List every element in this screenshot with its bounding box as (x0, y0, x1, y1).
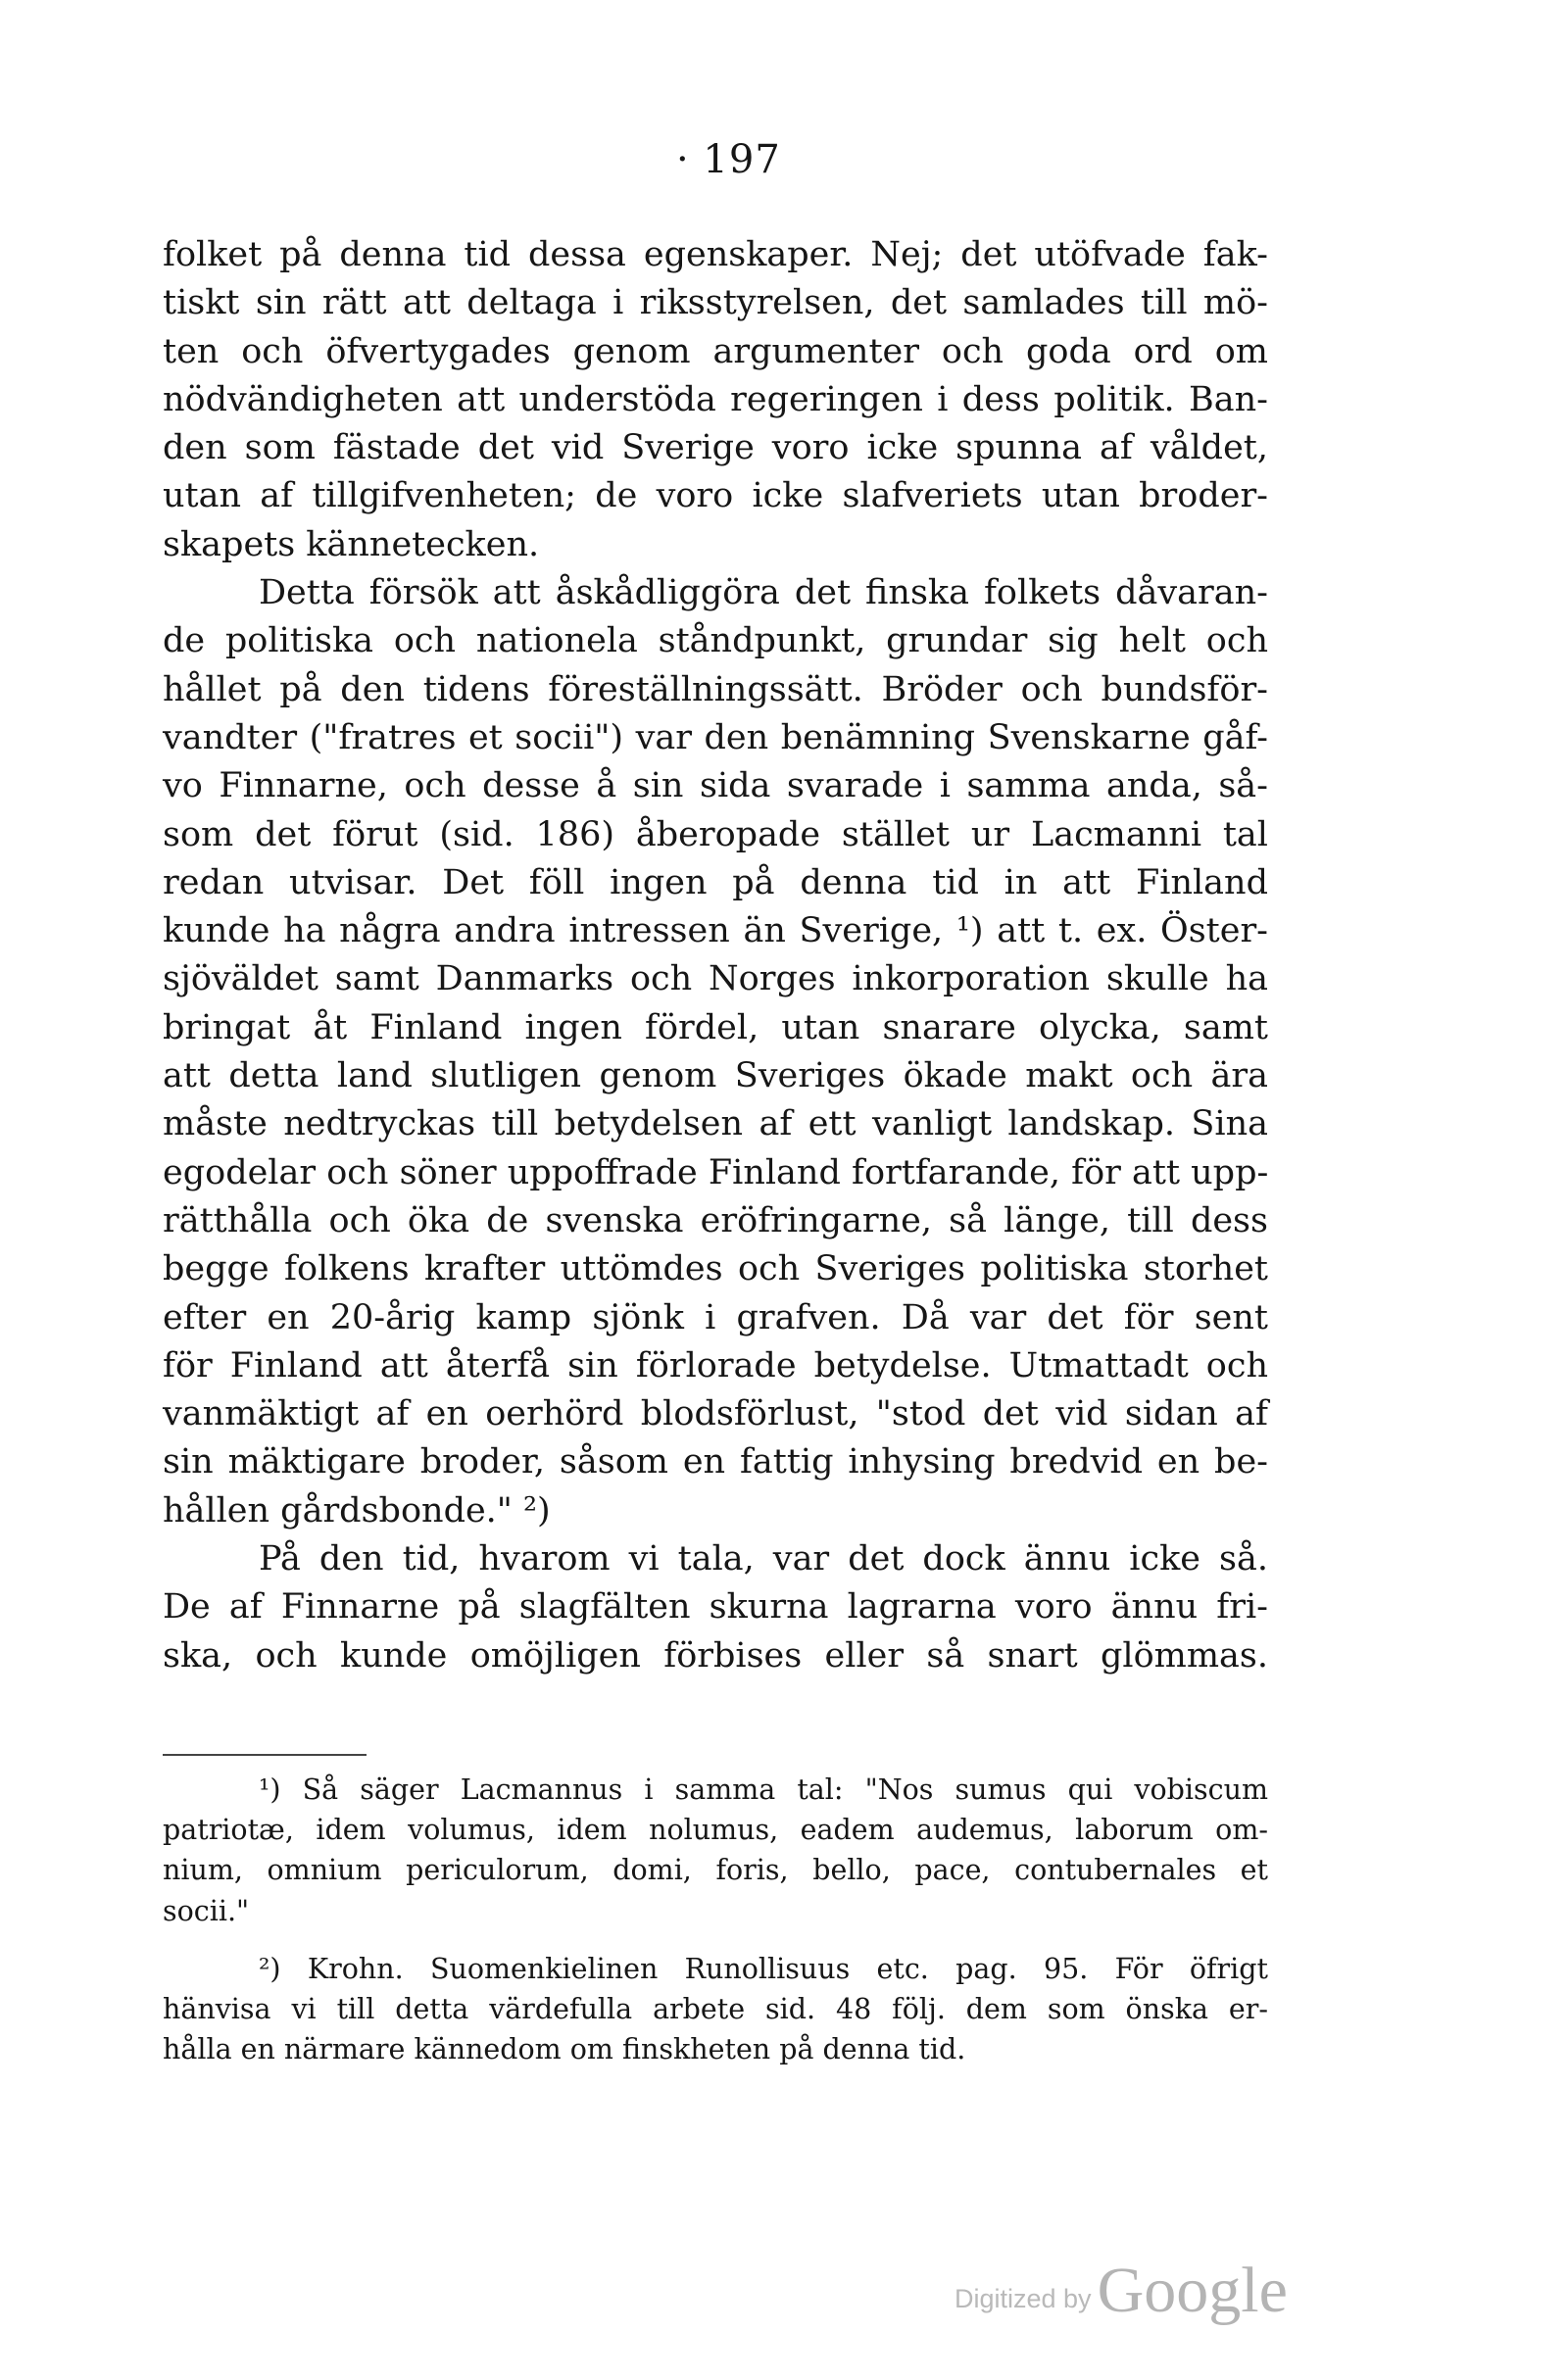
text-line: begge folkens krafter uttömdes och Sveriges politiska storhet (163, 1249, 1268, 1289)
text-line: folket på denna tid dessa egenskaper. Nej; det utöfvade fak- (163, 235, 1268, 274)
footnotes (163, 1770, 1268, 2069)
footnote-gap (163, 1931, 1268, 1949)
text-line: som det förut (sid. 186) åberopade stället ur Lacmanni tal (163, 814, 1268, 854)
text-line: hållet på den tidens föreställningssätt. Bröder och bundsför- (163, 669, 1268, 709)
text-line: sjöväldet samt Danmarks och Norges inkorporation skulle ha (163, 959, 1268, 999)
text-line: vandter ("fratres et socii") var den benämning Svenskarne gåf- (163, 717, 1268, 757)
text-line: ten och öfvertygades genom argumenter och goda ord om (163, 331, 1268, 371)
text-line: Detta försök att åskådliggöra det finska folkets dåvaran- (259, 573, 1268, 613)
text-line: måste nedtryckas till betydelsen af ett vanligt landskap. Sina (163, 1104, 1268, 1144)
text-line: hållen gårdsbonde." ²) (163, 1490, 551, 1530)
digitized-by-google-watermark (955, 2254, 1288, 2328)
text-line: rätthålla och öka de svenska eröfringarne, så länge, till dess (163, 1200, 1268, 1240)
text-line: redan utvisar. Det föll ingen på denna tid in att Finland (163, 862, 1268, 902)
footnote-line: hänvisa vi till detta värdefulla arbete sid. 48 följ. dem som önska er- (163, 1992, 1268, 2025)
watermark-prefix: Digitized by (955, 2284, 1092, 2313)
text-line: sin mäktigare broder, såsom en fattig inhysing bredvid en be- (163, 1442, 1268, 1482)
text-line: kunde ha några andra intressen än Sverige, ¹) att t. ex. Öster- (163, 911, 1268, 951)
footnote-2 (163, 1949, 1268, 2070)
footnote-line: socii." (163, 1894, 250, 1927)
footnote-line: patriotæ, idem volumus, idem nolumus, eadem audemus, laborum om- (163, 1814, 1268, 1847)
text-line: efter en 20-årig kamp sjönk i grafven. Då var det för sent (163, 1297, 1268, 1337)
text-line: utan af tillgifvenheten; de voro icke slafveriets utan broder- (163, 476, 1268, 516)
text-line: för Finland att återfå sin förlorade betydelse. Utmattadt och (163, 1345, 1268, 1385)
footnote-divider (163, 1754, 367, 1756)
text-line: vo Finnarne, och desse å sin sida svarade i samma anda, så- (163, 766, 1268, 806)
footnote-line: ¹) Så säger Lacmannus i samma tal: "Nos sumus qui vobiscum (259, 1773, 1268, 1806)
text-line: bringat åt Finland ingen fördel, utan snarare olycka, samt (163, 1007, 1268, 1047)
text-line: den som fästade det vid Sverige voro icke spunna af våldet, (163, 428, 1268, 468)
footnote-1 (163, 1770, 1268, 1931)
text-line: tiskt sin rätt att deltaga i riksstyrelsen, det samlades till mö- (163, 283, 1268, 323)
footnote-line: nium, omnium periculorum, domi, foris, bello, pace, contubernales et (163, 1854, 1268, 1887)
text-line: På den tid, hvarom vi tala, var det dock ännu icke så. (259, 1539, 1268, 1579)
page-number: · 197 (676, 137, 781, 182)
text-line: de politiska och nationela ståndpunkt, grundar sig helt och (163, 621, 1268, 661)
body-text (163, 231, 1268, 1680)
google-logo-text: Google (1097, 2255, 1288, 2326)
text-line: att detta land slutligen genom Sveriges ökade makt och ära (163, 1056, 1268, 1096)
text-line: ska, och kunde omöjligen förbises eller så snart glömmas. (163, 1635, 1268, 1676)
text-line: egodelar och söner uppoffrade Finland fortfarande, för att upp- (163, 1152, 1269, 1192)
text-line: nödvändigheten att understöda regeringen i dess politik. Ban- (163, 379, 1268, 419)
footnote-line: ²) Krohn. Suomenkielinen Runollisuus etc. pag. 95. För öfrigt (259, 1952, 1268, 1985)
footnote-line: hålla en närmare kännedom om finskheten på denna tid. (163, 2033, 966, 2066)
text-line: vanmäktigt af en oerhörd blodsförlust, "stod det vid sidan af (163, 1394, 1268, 1434)
text-line: skapets kännetecken. (163, 524, 540, 564)
text-line: De af Finnarne på slagfälten skurna lagrarna voro ännu fri- (163, 1587, 1268, 1627)
